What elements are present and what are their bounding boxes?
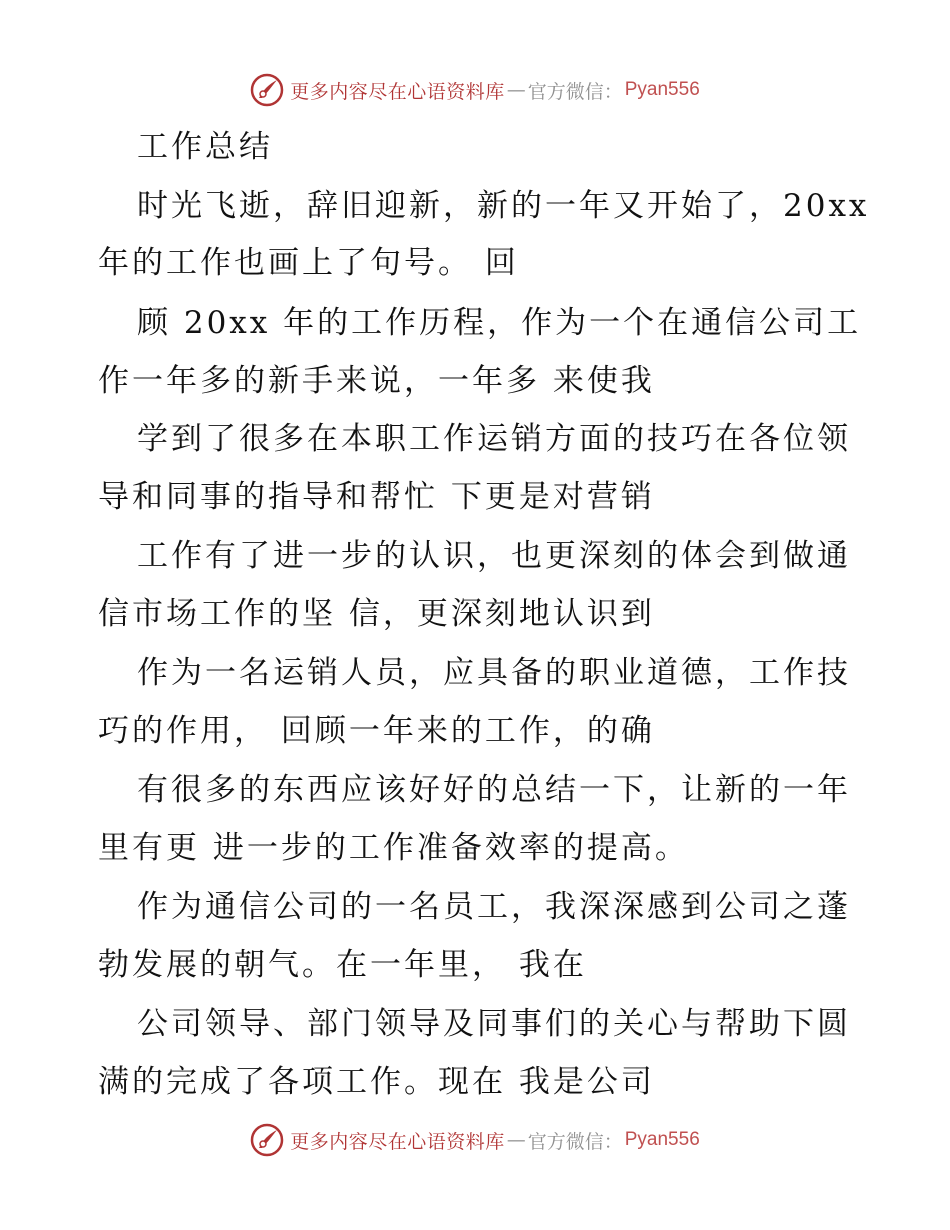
text-line: 有很多的东西应该好好的总结一下，让新的一年: [137, 772, 851, 808]
banner-dash: —: [506, 1129, 526, 1151]
banner-official-label: 官方微信：: [527, 80, 623, 103]
banner-handle: Pyan556: [624, 79, 700, 100]
text-line: 作为通信公司的一名员工，我深深感到公司之蓬: [137, 889, 851, 925]
text-line: 作一年多的新手来说，一年多 来使我: [98, 363, 655, 399]
text-line: 巧的作用， 回顾一年来的工作，的确: [98, 713, 655, 749]
text-line: 公司领导、部门领导及同事们的关心与帮助下圆: [137, 1006, 851, 1042]
banner-handle: Pyan556: [624, 1129, 700, 1150]
document-title: 工作总结: [137, 129, 273, 165]
text-line: 作为一名运销人员，应具备的职业道德，工作技: [137, 655, 851, 691]
quill-logo-icon: [250, 1123, 284, 1157]
text-line: 学到了很多在本职工作运销方面的技巧在各位领: [137, 421, 851, 457]
footer-banner: [0, 1120, 950, 1160]
header-banner: [0, 70, 950, 110]
banner-official-label: 官方微信：: [527, 1130, 623, 1153]
text-line: 信市场工作的坚 信，更深刻地认识到: [98, 596, 655, 632]
text-line: 顾 20xx 年的工作历程，作为一个在通信公司工: [137, 305, 862, 341]
quill-logo-icon: [250, 73, 284, 107]
text-line: 里有更 进一步的工作准备效率的提高。: [98, 830, 689, 866]
text-line: 导和同事的指导和帮忙 下更是对营销: [98, 479, 655, 515]
text-line: 工作有了进一步的认识，也更深刻的体会到做通: [137, 538, 851, 574]
banner-text: 更多内容尽在心语资料库: [290, 80, 505, 103]
banner-dash: —: [506, 79, 526, 101]
text-line: 勃发展的朝气。在一年里， 我在: [98, 947, 587, 983]
text-line: 年的工作也画上了句号。 回: [98, 245, 519, 281]
text-line: 满的完成了各项工作。现在 我是公司: [98, 1064, 655, 1100]
text-line: 时光飞逝，辞旧迎新，新的一年又开始了，20xx: [137, 188, 870, 224]
banner-text: 更多内容尽在心语资料库: [290, 1130, 505, 1153]
